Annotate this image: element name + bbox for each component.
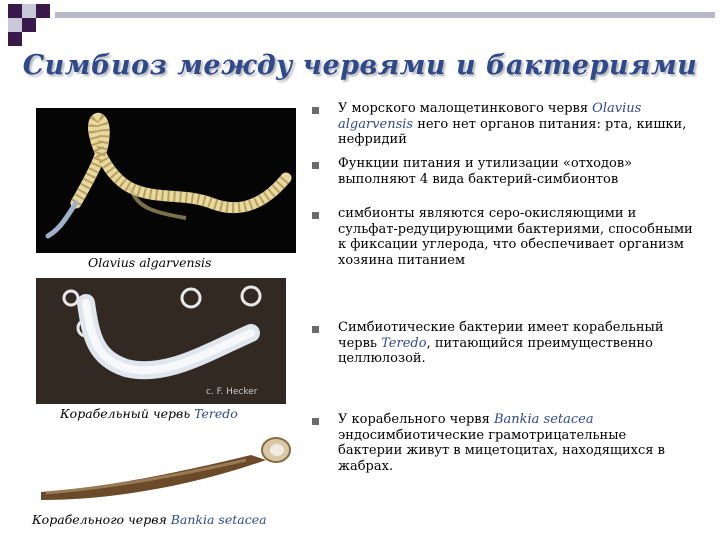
corner-square-light (22, 4, 36, 18)
bullet-2-text: Функции питания и утилизации «отходов» выполняют 4 вида бактерий-симбионтов (338, 156, 633, 187)
bullet-5-species: Bankia setacea (493, 412, 594, 427)
corner-square-light (8, 18, 22, 32)
worm-illustration (36, 108, 296, 253)
bullet-5-text-end: эндосимбиотические грамотрицательные бактерии живут в мицетоцитах, находящихся в жабрах. (338, 427, 665, 474)
bankia-caption (32, 512, 267, 527)
corner-square-dark (8, 4, 22, 18)
photo-credit: c. F. Hecker (206, 387, 258, 397)
bullet-4-text: Симбиотические бактерии имеет корабельный червь (338, 320, 664, 351)
olavius-caption: Olavius algarvensis (88, 255, 212, 270)
top-bar (55, 12, 715, 18)
teredo-photo (36, 278, 286, 404)
teredo-illustration (36, 278, 286, 404)
bankia-photo (36, 430, 291, 502)
teredo-caption-species: Teredo (194, 406, 238, 421)
corner-square-dark (8, 32, 22, 46)
slide-title: Симбиоз между червями и бактериями (22, 50, 698, 81)
square-bullet-icon (312, 418, 319, 425)
square-bullet-icon (312, 326, 319, 333)
square-bullet-icon (312, 107, 319, 114)
bullet-1-text: У морского малощетинкового червя (338, 101, 593, 116)
bullet-text-5 (338, 412, 693, 474)
square-bullet-icon (312, 212, 319, 219)
square-bullet-icon (312, 162, 319, 169)
bullet-1-species: Olavius algarvensis (338, 101, 642, 132)
bullet-text-3 (338, 206, 693, 268)
bullet-text-4 (338, 320, 693, 367)
corner-square-dark (36, 4, 50, 18)
bullet-3-text: симбионты являются серо-окисляющими и сульфат-редуцирующими бактериями, способными к фиксации углерода, что обеспечивает организм хозяина питанием (338, 206, 693, 268)
bullet-4-species: Teredo (381, 335, 427, 351)
teredo-caption-prefix: Корабельный червь (60, 406, 195, 421)
teredo-caption (60, 406, 238, 421)
bullet-4-text-end: , питающийся преимущественно целлюлозой. (338, 335, 653, 366)
corner-square-dark (22, 18, 36, 32)
bullet-text-1 (338, 101, 693, 148)
bullet-text-2 (338, 156, 693, 187)
olavius-photo (36, 108, 296, 253)
bankia-illustration (36, 430, 291, 502)
bullet-5-text: У корабельного червя (338, 412, 494, 427)
bankia-caption-species: Bankia setacea (170, 512, 267, 527)
bankia-caption-prefix: Корабельного червя (32, 512, 171, 527)
bullet-1-text-end: него нет органов питания: рта, кишки, нефридий (338, 116, 687, 147)
